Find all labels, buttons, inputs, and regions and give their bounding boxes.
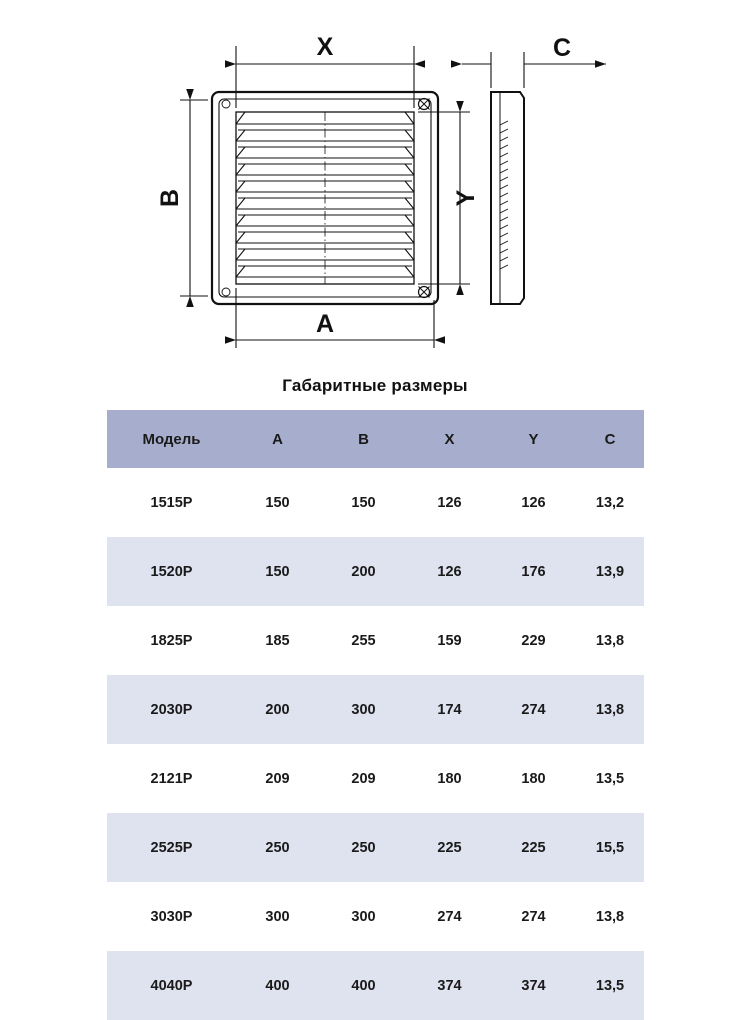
- cell-x: 374: [409, 951, 491, 1020]
- cell-b: 400: [319, 951, 409, 1020]
- cell-c: 13,5: [577, 951, 644, 1020]
- cell-a: 150: [237, 468, 319, 537]
- column-header-x: X: [409, 410, 491, 468]
- table-row: [107, 882, 644, 951]
- cell-b: 150: [319, 468, 409, 537]
- cell-x: 225: [409, 813, 491, 882]
- grille-drawing-svg: [0, 0, 750, 370]
- table-title: Габаритные размеры: [282, 376, 468, 395]
- cell-x: 126: [409, 468, 491, 537]
- cell-model: 1825Р: [107, 606, 237, 675]
- column-header-model: Модель: [107, 410, 237, 468]
- column-header-y: Y: [491, 410, 577, 468]
- cell-a: 250: [237, 813, 319, 882]
- cell-model: 1515Р: [107, 468, 237, 537]
- cell-c: 13,8: [577, 606, 644, 675]
- cell-c: 13,5: [577, 744, 644, 813]
- table-row: [107, 951, 644, 1020]
- cell-b: 300: [319, 675, 409, 744]
- cell-model: 2525Р: [107, 813, 237, 882]
- cell-y: 274: [491, 675, 577, 744]
- cell-a: 209: [237, 744, 319, 813]
- table-header-row: [107, 410, 644, 468]
- cell-c: 13,8: [577, 882, 644, 951]
- column-header-a: A: [237, 410, 319, 468]
- cell-model: 2030Р: [107, 675, 237, 744]
- dimension-label-b: B: [156, 188, 184, 208]
- cell-b: 255: [319, 606, 409, 675]
- cell-x: 180: [409, 744, 491, 813]
- cell-c: 15,5: [577, 813, 644, 882]
- cell-c: 13,2: [577, 468, 644, 537]
- table-row: [107, 606, 644, 675]
- cell-b: 200: [319, 537, 409, 606]
- cell-b: 209: [319, 744, 409, 813]
- cell-b: 250: [319, 813, 409, 882]
- table-row: [107, 744, 644, 813]
- front-view: [212, 92, 438, 304]
- dimension-label-y: Y: [452, 189, 480, 207]
- dimension-label-c: C: [552, 34, 572, 62]
- table-header: [107, 410, 644, 468]
- side-view: [491, 92, 524, 304]
- technical-drawing: [0, 0, 750, 370]
- cell-a: 200: [237, 675, 319, 744]
- cell-y: 229: [491, 606, 577, 675]
- cell-y: 274: [491, 882, 577, 951]
- cell-model: 1520Р: [107, 537, 237, 606]
- dimension-label-x: X: [316, 33, 334, 61]
- table-row: [107, 468, 644, 537]
- column-header-c: C: [577, 410, 644, 468]
- cell-b: 300: [319, 882, 409, 951]
- cell-y: 225: [491, 813, 577, 882]
- cell-y: 126: [491, 468, 577, 537]
- cell-x: 159: [409, 606, 491, 675]
- cell-model: 2121Р: [107, 744, 237, 813]
- dimensions-table: [107, 410, 644, 1020]
- table-row: [107, 813, 644, 882]
- cell-model: 4040Р: [107, 951, 237, 1020]
- cell-y: 374: [491, 951, 577, 1020]
- dimension-label-a: A: [315, 310, 335, 338]
- cell-a: 150: [237, 537, 319, 606]
- cell-x: 126: [409, 537, 491, 606]
- table-row: [107, 675, 644, 744]
- cell-c: 13,8: [577, 675, 644, 744]
- cell-y: 180: [491, 744, 577, 813]
- table-row: [107, 537, 644, 606]
- cell-x: 174: [409, 675, 491, 744]
- cell-y: 176: [491, 537, 577, 606]
- table-body: [107, 468, 644, 1020]
- cell-a: 300: [237, 882, 319, 951]
- cell-a: 185: [237, 606, 319, 675]
- column-header-b: B: [319, 410, 409, 468]
- cell-model: 3030Р: [107, 882, 237, 951]
- cell-a: 400: [237, 951, 319, 1020]
- cell-c: 13,9: [577, 537, 644, 606]
- cell-x: 274: [409, 882, 491, 951]
